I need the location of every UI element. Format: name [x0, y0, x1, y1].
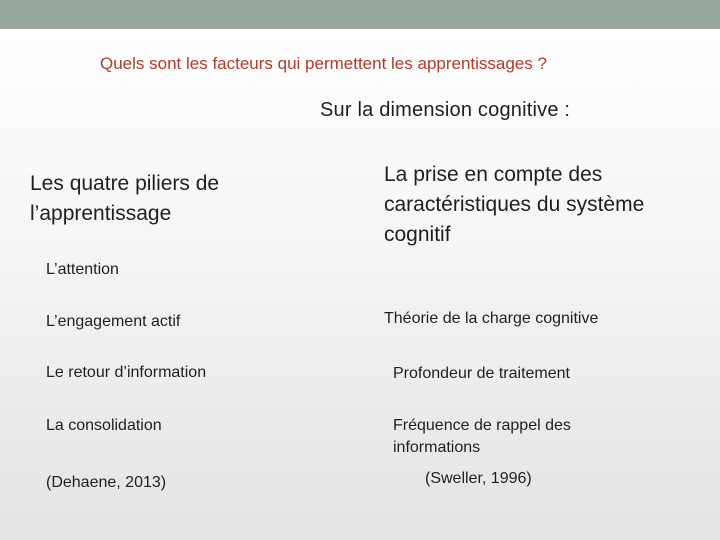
left-item-consolidation: La consolidation — [46, 417, 162, 434]
top-band — [0, 0, 720, 29]
slide-title: Quels sont les facteurs qui permettent les apprentissages ? — [100, 54, 547, 73]
left-citation: (Dehaene, 2013) — [46, 474, 167, 491]
right-citation: (Sweller, 1996) — [425, 470, 532, 487]
left-item-engagement: L’engagement actif — [46, 313, 181, 330]
left-item-feedback: Le retour d’information — [46, 364, 207, 381]
slide-subtitle: Sur la dimension cognitive : — [320, 99, 571, 121]
right-item-recall-frequency: Fréquence de rappel des informations — [393, 417, 571, 456]
right-item-cognitive-load: Théorie de la charge cognitive — [384, 310, 599, 327]
left-item-attention: L’attention — [46, 261, 119, 278]
right-column-heading: La prise en compte des caractéristiques du système cognitif — [384, 163, 645, 246]
right-item-processing-depth: Profondeur de traitement — [393, 365, 570, 382]
left-column-heading: Les quatre piliers de l’apprentissage — [30, 172, 220, 225]
